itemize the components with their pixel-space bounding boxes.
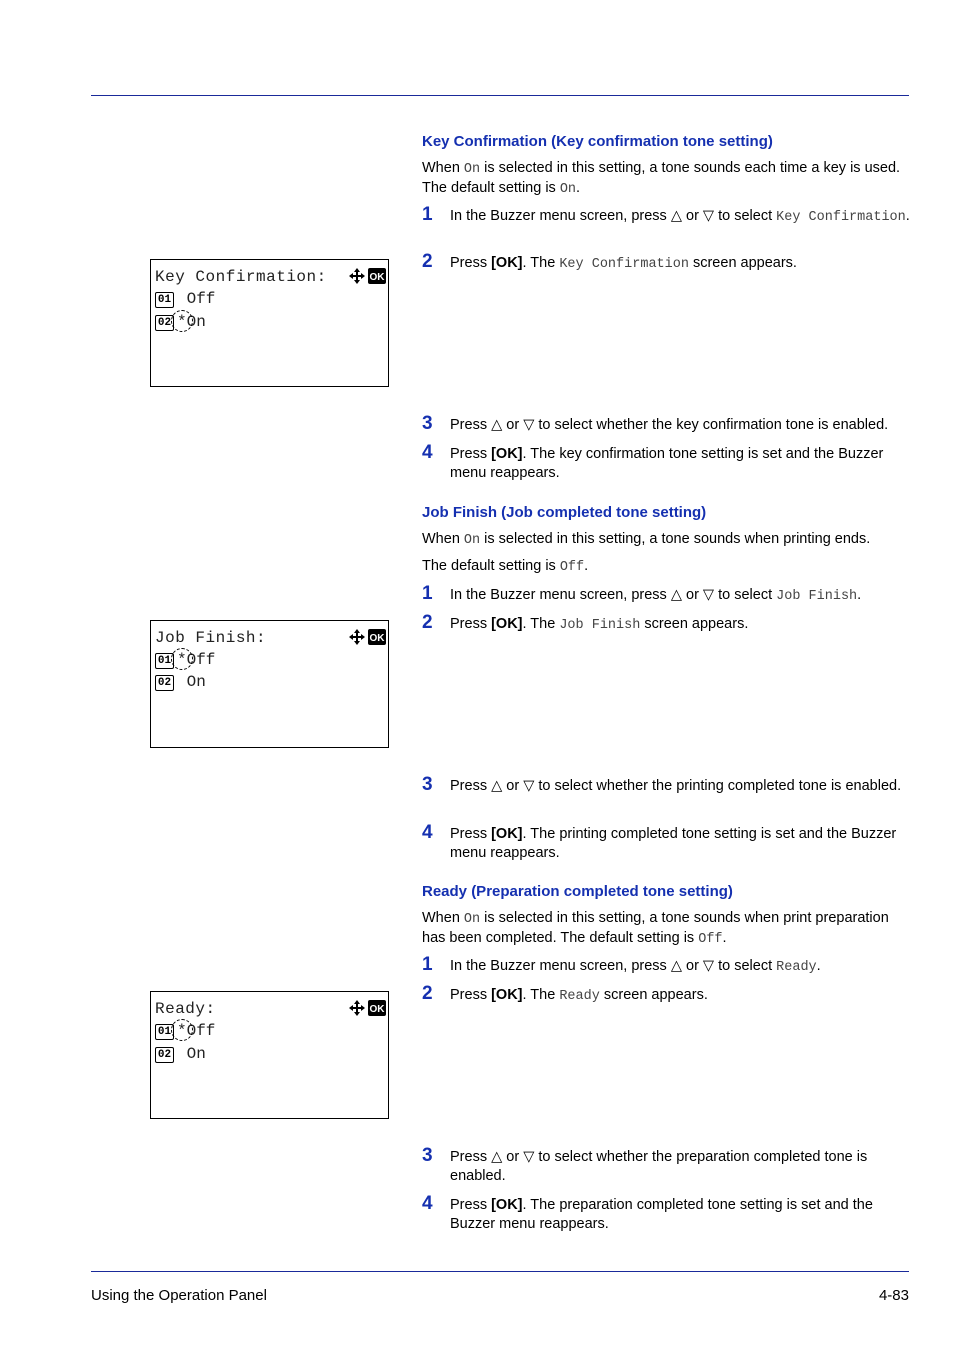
lcd-screen-ready [150, 991, 389, 1119]
step-text: Press [OK]. The key confirmation tone setting is set and the Buzzer menu reappears. [450, 446, 884, 481]
four-way-arrow-icon [348, 1000, 386, 1016]
selection-cursor-icon [171, 310, 193, 332]
step-text: Press △ or ▽ to select whether the preparation completed tone is enabled. [450, 1149, 868, 1184]
lcd-title: Ready: [155, 1000, 216, 1018]
option-text: On [177, 673, 206, 691]
header-rule [91, 95, 909, 96]
selection-cursor-icon [171, 1019, 193, 1041]
page-number: 4-83 [878, 1287, 909, 1304]
lcd-option-row [155, 290, 215, 308]
footer-section-title: Using the Operation Panel [91, 1287, 267, 1304]
step-text: Press [OK]. The printing completed tone setting is set and the Buzzer menu reappears. [450, 826, 897, 861]
option-number-badge: 01 [155, 1024, 174, 1040]
four-way-arrow-icon [348, 268, 386, 284]
lcd-option-row [155, 1045, 206, 1063]
option-text: *Off [177, 1022, 216, 1040]
section-heading: Key Confirmation (Key confirmation tone setting) [422, 133, 773, 150]
option-text: On [177, 1045, 206, 1063]
section-intro: When On is selected in this setting, a tone sounds each time a key is used. The default setting is On. [422, 160, 901, 197]
ok-key-icon: OK [369, 633, 385, 644]
lcd-title: Job Finish: [155, 629, 267, 647]
step-text: Press △ or ▽ to select whether the key confirmation tone is enabled. [450, 417, 889, 433]
four-way-arrow-icon [348, 629, 386, 645]
section-heading: Job Finish (Job completed tone setting) [422, 504, 707, 521]
step-text: In the Buzzer menu screen, press △ or ▽ to select Key Confirmation. [450, 208, 910, 225]
step-number: 2 [422, 251, 433, 272]
footer-rule [91, 1271, 909, 1272]
option-text: Off [177, 290, 216, 308]
step-number: 4 [422, 1193, 433, 1214]
step-number: 2 [422, 612, 433, 633]
section-intro: The default setting is Off. [422, 558, 589, 575]
section-intro: When On is selected in this setting, a tone sounds when print preparation has been completed. The default setting is Off. [422, 910, 889, 947]
step-text: Press [OK]. The Key Confirmation screen appears. [450, 255, 797, 272]
section-heading: Ready (Preparation completed tone setting) [422, 883, 733, 900]
step-number: 3 [422, 413, 433, 434]
option-text: *On [177, 313, 206, 331]
lcd-screen-key-confirmation [150, 259, 389, 387]
ok-key-icon: OK [369, 1004, 385, 1015]
step-number: 2 [422, 983, 433, 1004]
step-text: Press [OK]. The Job Finish screen appears. [450, 616, 749, 633]
step-text: In the Buzzer menu screen, press △ or ▽ to select Job Finish. [450, 587, 862, 604]
option-number-badge: 01 [155, 292, 174, 308]
step-number: 1 [422, 583, 433, 604]
step-number: 1 [422, 204, 433, 225]
selection-cursor-icon [171, 648, 193, 670]
step-text: Press △ or ▽ to select whether the printing completed tone is enabled. [450, 778, 902, 794]
lcd-option-row [155, 673, 206, 691]
section-intro: When On is selected in this setting, a tone sounds when printing ends. [422, 531, 871, 548]
step-number: 4 [422, 442, 433, 463]
step-number: 3 [422, 774, 433, 795]
lcd-title: Key Confirmation: [155, 268, 327, 286]
lcd-screen-job-finish [150, 620, 389, 748]
option-number-badge: 02 [155, 315, 174, 331]
step-text: Press [OK]. The Ready screen appears. [450, 987, 708, 1004]
ok-key-icon: OK [369, 272, 385, 283]
step-number: 3 [422, 1145, 433, 1166]
step-number: 4 [422, 822, 433, 843]
step-number: 1 [422, 954, 433, 975]
step-text: Press [OK]. The preparation completed tone setting is set and the Buzzer menu reappears. [450, 1197, 873, 1232]
option-number-badge: 02 [155, 1047, 174, 1063]
option-text: *Off [177, 651, 216, 669]
option-number-badge: 02 [155, 675, 174, 691]
option-number-badge: 01 [155, 653, 174, 669]
step-text: In the Buzzer menu screen, press △ or ▽ to select Ready. [450, 958, 821, 975]
